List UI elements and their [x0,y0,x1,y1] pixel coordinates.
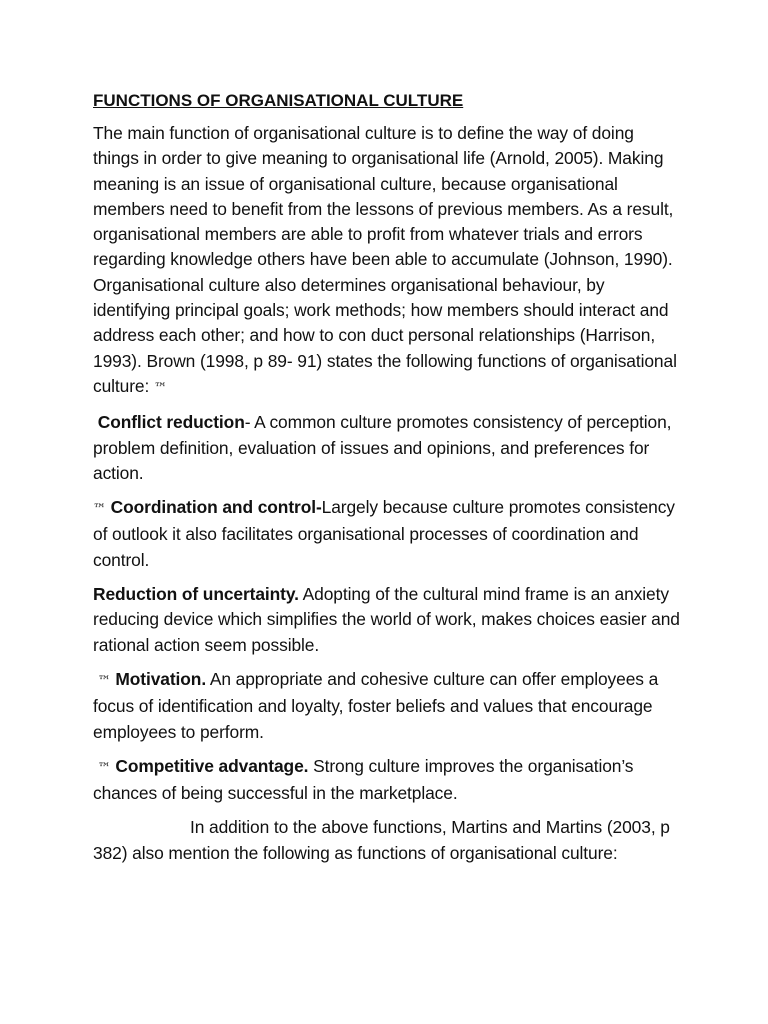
function-motivation [93,667,683,745]
document-title: FUNCTIONS OF ORGANISATIONAL CULTURE [93,91,464,110]
function-competitive-advantage [93,754,683,807]
tm-symbol: ™ [93,502,106,518]
function-conflict-reduction [93,410,683,486]
function-coordination-and-control [93,495,683,573]
tm-symbol: ™ [97,673,111,689]
document-page [93,88,683,875]
function-text: Strong culture improves the organisation’s chances of being successful in the marketplace. [93,755,634,804]
function-text: An appropriate and cohesive culture can offer employees a focus of identification and loyalty, foster beliefs and values that encourage employees to perform. [93,668,659,742]
function-reduction-of-uncertainty [93,582,683,658]
tm-symbol: ™ [97,760,111,776]
intro-paragraph [93,121,683,401]
closing-paragraph: In addition to the above functions, Martins and Martins (2003, p 382) also mention the following as functions of organisational culture: [93,817,670,863]
intro-text: The main function of organisational culture is to define the way of doing things in order to give meaning to organisational life (Arnold, 2005). Making meaning is an issue of organisational culture, because organisational members need to benefit from the lessons of previous members. As a result, organisational members are able to profit from whatever trials and errors regarding knowledge others have been able to accumulate (Johnson, 1990). Organisational culture also determines organisational behaviour, by identifying principal goals; work methods; how members should interact and address each other; and how to con duct personal relationships (Harrison, 1993). Brown (1998, p 89- 91) states the following functions of organisational culture: [93,123,677,396]
function-heading: Reduction of uncertainty. [93,584,299,605]
function-heading: Motivation. [115,668,207,689]
function-text: - A common culture promotes consistency of perception, problem definition, evaluation of issues and opinions, and preferences for action. [93,412,672,483]
tm-symbol: ™ [153,380,167,396]
function-heading: Coordination and control- [110,497,322,518]
function-heading: Conflict reduction [97,412,245,433]
function-text: Adopting of the cultural mind frame is an anxiety reducing device which simplifies the world of work, makes choices easier and rational action seem possible. [93,584,680,655]
function-heading: Competitive advantage. [115,755,309,776]
function-text: Largely because culture promotes consistency of outlook it also facilitates organisational processes of coordination and control. [93,497,675,570]
